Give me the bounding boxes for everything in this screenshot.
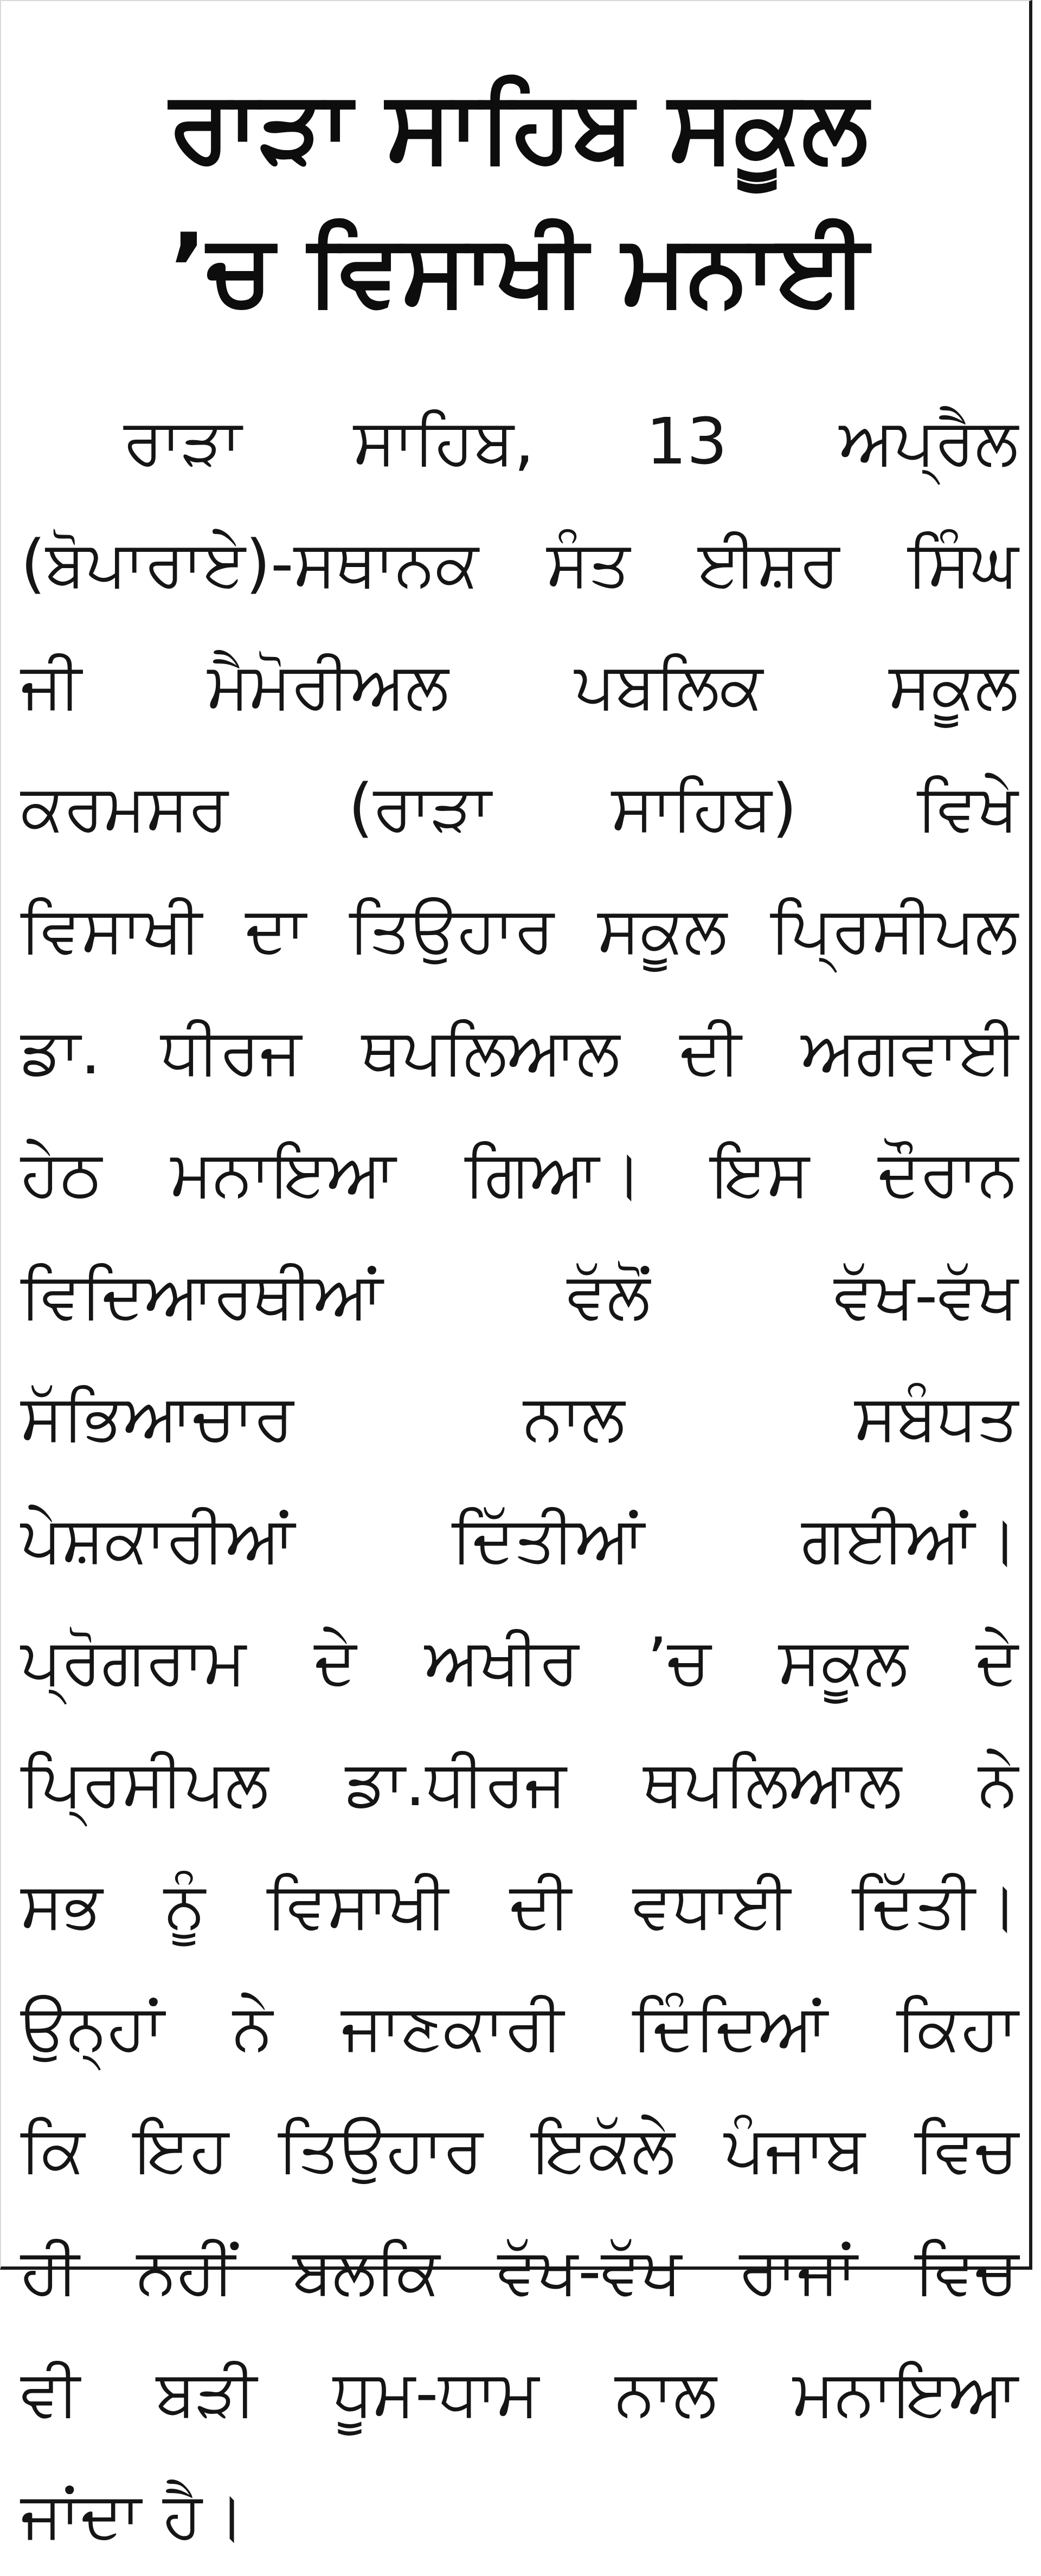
article-word: ਅਗਵਾਈ	[801, 1014, 1018, 1089]
article-word: ਮਨਾਇਆ	[792, 2355, 1018, 2430]
article-word: ਸਭ	[21, 1867, 102, 1942]
article-word: ਪਬਲਿਕ	[574, 648, 763, 723]
article-line	[21, 503, 1018, 624]
headline-line-1: ਰਾੜਾ ਸਾਹਿਬ ਸਕੂਲ	[169, 68, 869, 183]
article-word: ਬਲਕਿ	[292, 2233, 440, 2308]
article-word: ਜੀ	[21, 648, 82, 723]
article-word: (ਰਾੜਾ	[348, 770, 492, 845]
article-body	[21, 381, 1018, 2576]
article-word: ਕਿ	[21, 2111, 85, 2186]
article-word: ਈਸ਼ਰ	[698, 526, 840, 601]
article-word: ਸਕੂਲ	[889, 648, 1018, 723]
article-word: ਰਾਜਾਂ	[739, 2233, 857, 2308]
article-word: ਡਾ.ਧੀਰਜ	[345, 1746, 567, 1820]
article-line	[21, 1112, 1018, 1234]
article-word: ਅਖੀਰ	[424, 1624, 579, 1698]
article-word: ਧੀਰਜ	[160, 1014, 302, 1089]
article-line	[21, 2454, 1018, 2576]
article-line	[21, 746, 1018, 868]
article-line	[21, 2210, 1018, 2332]
article-word: ਸਾਹਿਬ,	[353, 404, 535, 479]
article-word: ਦਾ	[245, 892, 306, 967]
article-line	[21, 1722, 1018, 1844]
article-word: ’ਚ	[647, 1624, 711, 1698]
article-word: ਵੱਲੋਂ	[567, 1258, 651, 1332]
article-word: ਕਿਹਾ	[896, 1989, 1018, 2064]
article-word: ਦੀ	[509, 1867, 571, 1942]
article-word: ਪ੍ਰੋਗਰਾਮ	[21, 1624, 246, 1698]
article-word: ਪੇਸ਼ਕਾਰੀਆਂ	[21, 1502, 295, 1576]
article-line	[21, 868, 1018, 990]
article-line	[21, 1600, 1018, 1722]
article-word: ਹੀ	[21, 2233, 79, 2308]
article-word: ਪ੍ਰਿਸੀਪਲ	[770, 892, 1018, 967]
article-line	[21, 1478, 1018, 1600]
article-word: ਵਿਖੇ	[917, 770, 1018, 845]
headline-line-2: ’ਚ ਵਿਸਾਖੀ ਮਨਾਈ	[169, 212, 869, 327]
article-word: ਅਪ੍ਰੈਲ	[839, 404, 1018, 479]
article-word: ਵਿਦਿਆਰਥੀਆਂ	[21, 1258, 383, 1332]
article-word: ਕਰਮਸਰ	[21, 770, 229, 845]
article-word: ਦੇ	[314, 1624, 357, 1698]
article-line	[21, 2088, 1018, 2210]
article-word: ਧੂਮ-ਧਾਮ	[332, 2355, 539, 2430]
article-word: 13	[646, 404, 728, 479]
article-word: ਵੱਖ-ਵੱਖ	[497, 2233, 682, 2308]
article-word: ਨੇ	[978, 1746, 1018, 1820]
article-word: ਦੌਰਾਨ	[878, 1136, 1018, 1210]
article-word: ਸਾਹਿਬ)	[611, 770, 797, 845]
article-word: ਸਿੰਘ	[907, 526, 1018, 601]
article-word: ਵਧਾਈ	[632, 1867, 791, 1942]
article-word: ਜਾਣਕਾਰੀ	[341, 1989, 564, 2064]
article-word: ਹੇਠ	[21, 1136, 102, 1210]
article-word: ਤਿਉਹਾਰ	[349, 892, 555, 967]
article-word: ਸਬੰਧਤ	[854, 1380, 1018, 1454]
article-line	[21, 1966, 1018, 2088]
article-word: ਇਸ	[711, 1136, 809, 1210]
article-word: ਦਿੱਤੀਆਂ	[452, 1502, 645, 1576]
article-word: ਗਿਆ।	[465, 1136, 643, 1210]
article-word: ਸੱਭਿਆਚਾਰ	[21, 1380, 294, 1454]
article-word: ਵਿਸਾਖੀ	[21, 892, 202, 967]
article-word: ਨਾਲ	[615, 2355, 717, 2430]
article-word: ਸਕੂਲ	[597, 892, 727, 967]
article-line	[21, 624, 1018, 746]
article-word: ਦਿੱਤੀ।	[852, 1867, 1018, 1942]
article-word: ਮਨਾਇਆ	[170, 1136, 396, 1210]
article-word: ਡਾ.	[21, 1014, 101, 1089]
article-word: ਇਹ	[134, 2111, 229, 2186]
article-word: ਦੇ	[975, 1624, 1018, 1698]
article-word: ਨੇ	[233, 1989, 273, 2064]
article-word: ਵੱਖ-ਵੱਖ	[834, 1258, 1018, 1332]
article-word: ਜਾਂਦਾ	[21, 2477, 142, 2552]
article-line	[21, 1356, 1018, 1478]
article-word: ਪੰਜਾਬ	[724, 2111, 865, 2186]
article-word: ਉਨ੍ਹਾਂ	[21, 1989, 164, 2064]
article-word: (ਬੋਪਾਰਾਏ)-ਸਥਾਨਕ	[21, 526, 479, 601]
article-word: ਮੈਮੋਰੀਅਲ	[207, 648, 449, 723]
article-word: ਥਪਲਿਆਲ	[643, 1746, 902, 1820]
article-line	[21, 990, 1018, 1112]
article-word: ਸੰਤ	[547, 526, 631, 601]
article-word: ਇਕੱਲੇ	[532, 2111, 675, 2186]
article-word: ਬੜੀ	[156, 2355, 257, 2430]
article-word: ਤਿਉਹਾਰ	[278, 2111, 484, 2186]
article-word: ਵੀ	[21, 2355, 80, 2430]
article-line	[21, 381, 1018, 503]
article-line	[21, 1234, 1018, 1356]
article-word: ਗਈਆਂ।	[801, 1502, 1018, 1576]
article-word: ਰਾੜਾ	[124, 404, 242, 479]
article-word: ਪ੍ਰਿਸੀਪਲ	[21, 1746, 269, 1820]
article-word: ਥਪਲਿਆਲ	[361, 1014, 620, 1089]
article-word: ਹੈ।	[163, 2477, 246, 2552]
article-word: ਵਿਸਾਖੀ	[267, 1867, 448, 1942]
article-line	[21, 1844, 1018, 1966]
article-word: ਵਿਚ	[914, 2233, 1018, 2308]
article-word: ਨੂੰ	[164, 1867, 205, 1942]
article-word: ਦੀ	[679, 1014, 742, 1089]
article-word: ਸਕੂਲ	[778, 1624, 908, 1698]
article-word: ਨਹੀਂ	[136, 2233, 235, 2308]
article-word: ਦਿੰਦਿਆਂ	[632, 1989, 828, 2064]
article-word: ਨਾਲ	[523, 1380, 625, 1454]
article-line	[21, 2332, 1018, 2454]
article-word: ਵਿਚ	[914, 2111, 1018, 2186]
